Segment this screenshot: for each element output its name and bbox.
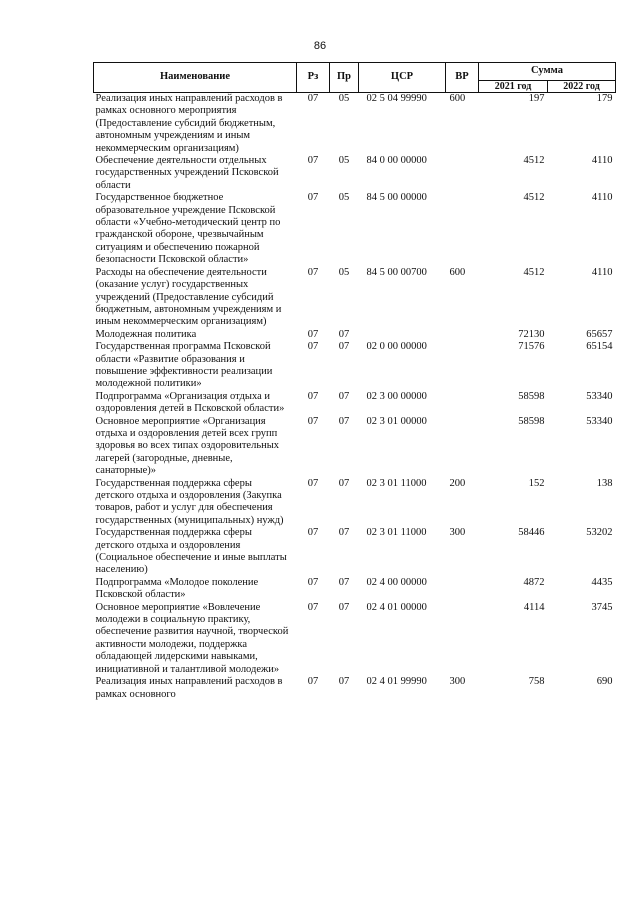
row-vr: 600 (449, 93, 466, 104)
header-sum: Сумма (479, 63, 616, 81)
row-pr: 07 (338, 676, 350, 688)
row-name: Реализация иных направлений расходов в рамках основного мероприятия (Предоставление субсидий бюджетным, автономным учреждениям и иным некоммерческим организациям) (95, 93, 283, 154)
row-name: Обеспечение деятельности отдельных государственных учреждений Псковской области (95, 155, 279, 191)
row-amount-2022: 4110 (591, 266, 613, 278)
row-amount-2021: 758 (528, 676, 545, 688)
table-row (94, 391, 616, 416)
table-header (94, 63, 616, 93)
row-csr: 84 5 00 00700 (366, 266, 427, 278)
row-csr: 02 4 01 00000 (366, 601, 427, 613)
row-amount-2022: 53202 (586, 527, 613, 539)
row-name: Основное мероприятие «Вовлечение молодежи в социальную практику, обеспечение развития научной, творческой активности молодежи, поддержка обладающей лидерскими навыками, инициативной и талантливой молодежи» (95, 601, 289, 675)
row-csr: 02 3 01 11000 (366, 477, 427, 489)
row-name: Государственное бюджетное образовательное учреждение Псковской области «Учебно-методический центр по гражданской обороне, чрезвычайным ситуациям и обеспечению пожарной безопасности Псковской области» (95, 192, 281, 266)
row-vr (446, 416, 479, 478)
table-row (94, 577, 616, 602)
row-amount-2022: 65154 (586, 341, 613, 353)
row-pr: 05 (338, 93, 350, 104)
row-amount-2021: 4114 (523, 601, 545, 613)
row-pr: 07 (338, 576, 350, 588)
row-vr (446, 341, 479, 391)
row-csr: 02 3 00 00000 (366, 390, 427, 402)
header-pr: Пр (330, 63, 359, 93)
row-amount-2022: 3745 (591, 601, 613, 613)
header-year-2021: 2021 год (479, 81, 548, 93)
row-vr: 300 (449, 676, 466, 688)
row-vr (446, 577, 479, 602)
row-amount-2021: 71576 (518, 341, 545, 353)
row-amount-2022: 53340 (586, 415, 613, 427)
row-csr: 84 5 00 00000 (366, 192, 427, 204)
row-rz: 07 (307, 477, 319, 489)
table-row (94, 192, 616, 266)
row-amount-2021: 4512 (523, 266, 545, 278)
page-number: 86 (313, 40, 327, 52)
row-csr: 84 0 00 00000 (366, 155, 427, 167)
budget-table (93, 62, 616, 701)
row-amount-2022: 53340 (586, 390, 613, 402)
row-csr: 02 3 01 00000 (366, 415, 427, 427)
row-csr: 02 5 04 99990 (366, 93, 427, 104)
row-rz: 07 (307, 155, 319, 167)
header-name: Наименование (94, 63, 297, 93)
row-name: Подпрограмма «Молодое поколение Псковской области» (95, 576, 259, 601)
row-vr: 200 (449, 477, 466, 489)
table-row (94, 478, 616, 528)
table-body (94, 93, 616, 701)
row-rz: 07 (307, 415, 319, 427)
header-year-2022: 2022 год (548, 81, 616, 93)
header-rz: Рз (297, 63, 330, 93)
header-vr: ВР (446, 63, 479, 93)
row-name: Государственная поддержка сферы детского отдыха и оздоровления (Закупка товаров, работ и услуг для обеспечения государственных (муниципальных) нужд) (95, 477, 284, 526)
row-pr: 07 (338, 328, 350, 340)
row-pr: 05 (338, 266, 350, 278)
table-row (94, 341, 616, 391)
row-csr: 02 0 00 00000 (366, 341, 427, 353)
row-amount-2021: 152 (528, 477, 545, 489)
row-rz: 07 (307, 328, 319, 340)
table-row (94, 155, 616, 192)
row-name: Государственная программа Псковской области «Развитие образования и повышение эффективности реализации молодежной политики» (95, 341, 273, 390)
row-amount-2022: 4110 (591, 155, 613, 167)
row-name: Реализация иных направлений расходов в рамках основного (95, 676, 283, 700)
row-vr (446, 602, 479, 676)
row-amount-2021: 4872 (523, 576, 545, 588)
row-rz: 07 (307, 341, 319, 353)
row-rz: 07 (307, 192, 319, 204)
row-csr: 02 4 00 00000 (366, 576, 427, 588)
row-vr: 600 (449, 266, 466, 278)
row-pr: 05 (338, 155, 350, 167)
row-rz: 07 (307, 527, 319, 539)
row-rz: 07 (307, 676, 319, 688)
table-row (94, 416, 616, 478)
row-pr: 07 (338, 477, 350, 489)
row-rz: 07 (307, 390, 319, 402)
row-amount-2021: 72130 (518, 328, 545, 340)
row-csr (359, 329, 446, 341)
row-name: Молодежная политика (95, 328, 197, 340)
row-vr (446, 329, 479, 341)
row-pr: 07 (338, 390, 350, 402)
table-row (94, 602, 616, 676)
row-csr: 02 4 01 99990 (366, 676, 427, 688)
row-rz: 07 (307, 266, 319, 278)
row-vr (446, 155, 479, 192)
row-name: Основное мероприятие «Организация отдыха и оздоровления детей всех групп здоровья во всех типах оздоровительных лагерей (загородные, дневные, санаторные)» (95, 415, 280, 477)
row-rz: 07 (307, 93, 319, 104)
row-amount-2021: 58598 (518, 415, 545, 427)
table-row (94, 329, 616, 341)
row-pr: 07 (338, 601, 350, 613)
row-pr: 05 (338, 192, 350, 204)
row-amount-2022: 4110 (591, 192, 613, 204)
row-amount-2022: 4435 (591, 576, 613, 588)
header-csr: ЦСР (359, 63, 446, 93)
row-amount-2021: 58598 (518, 390, 545, 402)
table-row (94, 93, 616, 156)
row-name: Расходы на обеспечение деятельности (оказание услуг) государственных учреждений (Предоставление субсидий бюджетным, автономным учреждениям и иным некоммерческим организациям) (95, 266, 282, 328)
row-amount-2021: 197 (528, 93, 545, 104)
row-name: Подпрограмма «Организация отдыха и оздоровления детей в Псковской области» (95, 390, 285, 415)
row-amount-2022: 179 (596, 93, 613, 104)
row-pr: 07 (338, 415, 350, 427)
table-row (94, 676, 616, 701)
row-amount-2022: 690 (596, 676, 613, 688)
row-amount-2021: 58446 (518, 527, 545, 539)
row-amount-2022: 65657 (586, 328, 613, 340)
row-vr: 300 (449, 527, 466, 539)
row-rz: 07 (307, 576, 319, 588)
row-amount-2022: 138 (596, 477, 613, 489)
table-row (94, 527, 616, 577)
row-rz: 07 (307, 601, 319, 613)
row-pr: 07 (338, 527, 350, 539)
row-vr (446, 192, 479, 266)
row-csr: 02 3 01 11000 (366, 527, 427, 539)
row-vr (446, 391, 479, 416)
row-amount-2021: 4512 (523, 155, 545, 167)
table-row (94, 267, 616, 329)
row-name: Государственная поддержка сферы детского отдыха и оздоровления (Социальное обеспечение и иные выплаты населению) (95, 527, 287, 576)
row-amount-2021: 4512 (523, 192, 545, 204)
row-pr: 07 (338, 341, 350, 353)
